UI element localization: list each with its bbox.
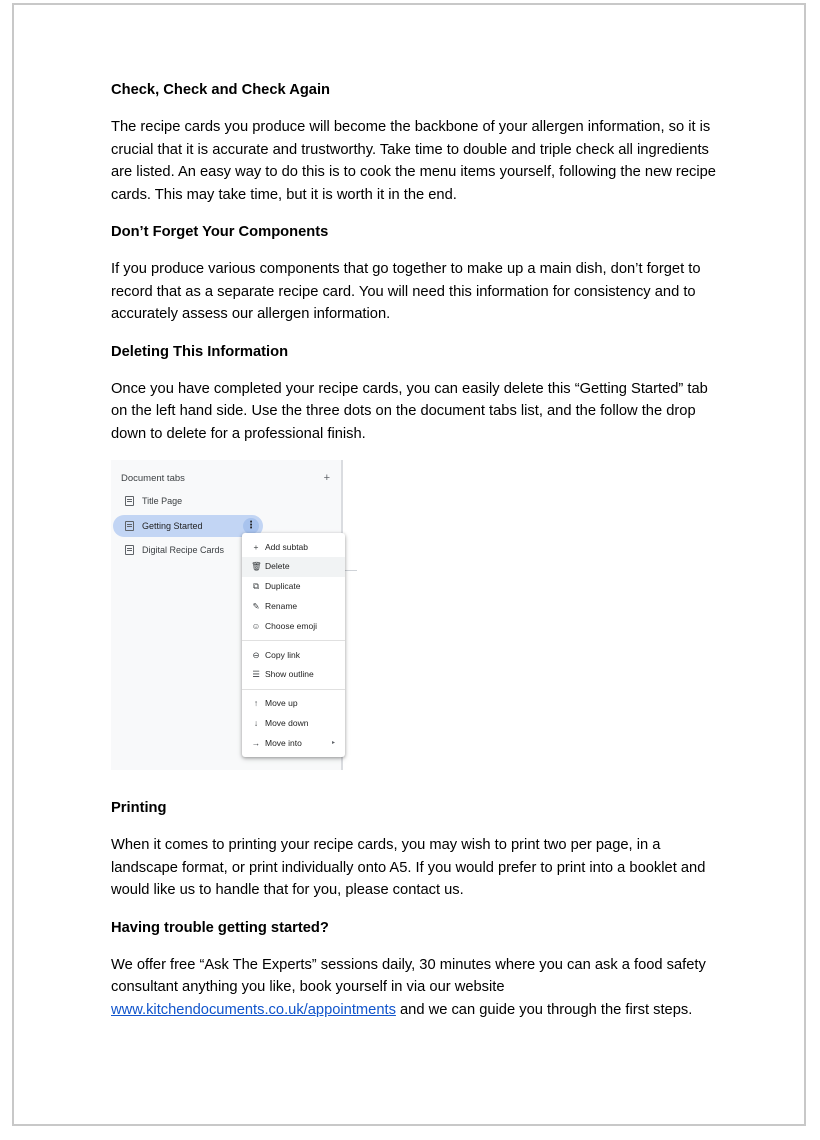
menu-item-move-down[interactable] [242,713,345,733]
submenu-arrow-icon: ▸ [331,739,335,746]
arrow-up-icon: ↑ [253,698,259,709]
paragraph-deleting: Once you have completed your recipe cards, you can easily delete this “Getting Started” tab on the left hand side. Use the three dots on the document tabs list, and the follow the drop down to delete for a professional finish. [111,380,708,442]
menu-item-copy-link[interactable] [242,645,345,665]
pencil-icon: ✎ [252,601,260,612]
move-into-icon: → [251,737,261,748]
menu-item-duplicate[interactable] [242,577,345,597]
add-tab-icon[interactable]: + [323,472,330,484]
menu-item-label: Delete [265,561,290,572]
document-tabs-title: Document tabs [121,473,185,484]
menu-item-label: Rename [265,601,298,612]
paragraph-check-again: The recipe cards you produce will become the backbone of your allergen information, so it is crucial that it is accurate and trustworthy. Take time to double and triple check all ingredients are listed. An easy way to do this is to cook the menu items yourself, following the new recipe cards. This may take time, but it is worth it in the end. [111,119,716,203]
tab-label: Getting Started [142,520,203,531]
document-tabs-header [121,468,336,491]
plus-icon: + [253,541,259,552]
menu-item-label: Copy link [265,649,300,660]
document-tabs-screenshot [111,460,344,770]
document-content [111,79,716,1036]
tab-getting-started[interactable] [113,515,263,537]
outline-icon: ☰ [252,669,260,680]
trash-icon: 🗑 [251,561,262,572]
tab-context-menu [242,533,345,757]
more-options-icon[interactable]: ⋮ [243,518,259,534]
paragraph-trouble [111,954,716,1022]
menu-item-delete[interactable] [242,557,345,577]
menu-item-label: Add subtab [265,541,309,552]
menu-item-show-outline[interactable] [242,665,345,685]
menu-item-add-subtab[interactable] [242,537,345,557]
trouble-text-after: and we can guide you through the first steps. [395,1001,693,1018]
menu-item-rename[interactable] [242,596,345,616]
tab-label: Title Page [142,495,183,506]
menu-item-label: Move into [265,737,302,748]
link-icon: ⊖ [252,649,260,660]
document-icon [125,521,134,531]
menu-item-label: Move up [265,698,298,709]
trouble-text-before: We offer free “Ask The Experts” sessions daily, 30 minutes where you can ask a food safety consultant anything you like, book yourself in via our website [111,956,706,995]
heading-check-again: Check, Check and Check Again [111,82,331,98]
document-icon [125,545,134,555]
tab-digital-recipe-cards[interactable] [113,539,263,561]
heading-printing: Printing [111,800,167,816]
paragraph-printing: When it comes to printing your recipe cards, you may wish to print two per page, in a landscape format, or print individually onto A5. If you would prefer to print into a booklet and would like us to handle that for you, please contact us. [111,837,706,898]
menu-item-move-up[interactable] [242,694,345,714]
menu-item-label: Move down [265,718,309,729]
tab-title-page[interactable] [113,490,263,512]
divider [345,570,357,571]
heading-deleting: Deleting This Information [111,343,289,360]
document-icon [125,496,134,506]
emoji-icon: ☺ [251,620,261,631]
menu-separator [242,640,345,641]
duplicate-icon: ⧉ [252,581,260,592]
tab-label: Digital Recipe Cards [142,544,225,555]
heading-trouble: Having trouble getting started? [111,919,329,936]
menu-item-label: Show outline [265,669,314,680]
menu-item-label: Choose emoji [265,620,317,631]
heading-components: Don’t Forget Your Components [111,224,329,240]
document-page [12,3,806,1126]
appointments-link[interactable]: www.kitchendocuments.co.uk/appointments [111,1001,396,1018]
paragraph-components: If you produce various components that go together to make up a main dish, don’t forget to record that as a separate recipe card. You will need this information for consistency and to accurately assess our allergen information. [111,261,701,322]
menu-item-label: Duplicate [265,581,301,592]
menu-item-choose-emoji[interactable] [242,616,345,636]
menu-item-move-into[interactable] [242,733,345,753]
arrow-down-icon: ↓ [253,718,259,729]
menu-separator [242,689,345,690]
